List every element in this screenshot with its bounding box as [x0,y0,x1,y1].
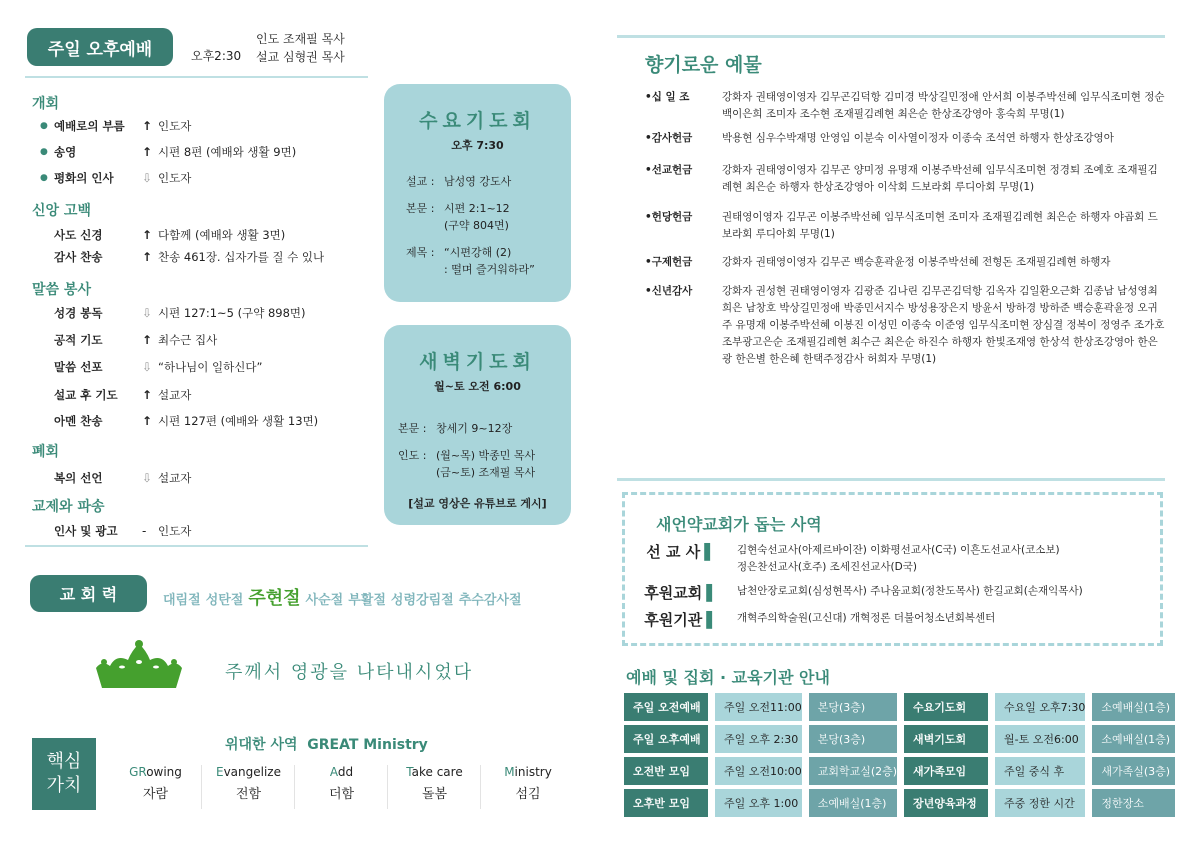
schedule-time: 주일 중식 후 [995,757,1085,785]
mission-line: 정은찬선교사(호주) 조세진선교사(D국) [737,561,917,573]
offering-row [645,254,1165,271]
mission-category [637,609,725,630]
order-item-label: 예배로의 부름 [54,119,125,133]
afternoon-staff [256,30,345,66]
sit-down-arrow-icon: ⇩ [142,306,153,320]
offering-names: 강화자 권성현 권태영이영자 김광준 김나린 김무곤김덕항 김옥자 김일환오근화 김종남 남성영최희은 남창호 박상길민정애 박종민서지수 방성용장은지 방윤서 방하경 방하준 백승훈곽윤정 오귀주 유명재 이봉주박선혜 이봉진 이성민 이종숙 이준영 임무식조미현 장심결 정복이 정영주 조가호 조부광고은순 조재필김례현 최수근 최은순 하진수 하행자 한빛조재영 한상석 한상조강영아 한은광 한은별 한은혜 한택주정감사 허희자 무명(1) [722,285,1165,365]
mission-row [637,609,1160,630]
info-value-line: : 떨며 즐거워하라” [444,263,535,276]
offering-row [645,130,1165,147]
mission-category-label: 선 교 사 [646,543,701,561]
info-value-line: “시편강해 (2) [444,246,512,259]
info-value [444,244,535,278]
order-item-label: 성경 봉독 [54,306,103,320]
wednesday-prayer-box [384,84,571,302]
info-row [406,173,571,190]
season-6: 추수감사절 [458,593,522,608]
order-item [40,470,370,486]
schedule-name: 수요기도회 [904,693,988,721]
divider [25,76,368,78]
order-item-value: 찬송 461장. 십자가를 질 수 있나 [158,250,325,264]
afternoon-service-title: 주일 오후예배 [27,28,173,66]
schedule-name: 주일 오후예배 [624,725,708,753]
core-word-rest: inistry [514,765,552,779]
core-initial: M [504,765,515,779]
season-0: 대림절 [163,593,201,608]
info-value [444,200,510,234]
offering-names: 강화자 권태영이영자 김무곤 백승훈곽윤정 이봉주박선혜 전형돈 조재필김례현 하행자 [722,256,1111,268]
sit-down-arrow-icon: ⇩ [142,471,153,485]
info-value-line: 창세기 9~12장 [436,422,513,435]
season-list [163,584,527,610]
schedule-place: 소예배실(1층) [809,789,897,817]
schedule-time: 주일 오후 1:00 [715,789,802,817]
schedule-name: 새벽기도회 [904,725,988,753]
core-value [482,765,574,809]
core-value [389,765,481,809]
missions-box [622,492,1163,646]
order-item [40,170,370,186]
core-word-rest: dd [337,765,354,779]
schedule-name: 오전반 모임 [624,757,708,785]
order-item-value: 다함께 (예배와 생활 3면) [158,228,286,242]
info-value [436,447,535,481]
offering-type: •선교헌금 [645,164,693,176]
order-item-label: 설교 후 기도 [54,388,118,402]
offering-row [645,283,1165,368]
offering-row [645,89,1165,123]
stand-up-arrow-icon: ↑ [142,250,153,264]
season-1: 성탄절 [205,593,244,608]
schedule-place: 본당(3층) [809,725,897,753]
schedule-table [617,689,1182,821]
order-item-label: 사도 신경 [54,228,103,242]
schedule-place: 소예배실(1층) [1092,725,1175,753]
order-item [40,359,370,375]
schedule-place: 소예배실(1층) [1092,693,1175,721]
stand-up-arrow-icon: ↑ [142,119,153,133]
order-section-title: 신앙 고백 [32,203,91,219]
mission-category-label: 후원교회 [644,584,703,602]
core-label-2: 가치 [46,775,82,796]
info-row [398,447,571,481]
core-value-en [389,765,480,779]
mission-list [737,541,1060,576]
mission-line: 개혁주의학술원(고신대) 개혁정론 더불어청소년회복센터 [737,612,996,624]
core-value-en [482,765,574,779]
schedule-row [624,725,1175,753]
info-key: 본문 : [406,202,435,215]
stand-up-arrow-icon: ↑ [142,414,153,428]
core-initial: GR [129,765,147,779]
core-word-rest: ake care [411,765,463,779]
info-value [436,420,512,437]
mission-row [637,582,1160,603]
order-item-value: 인도자 [158,171,192,185]
order-item-label: 말씀 선포 [54,360,103,374]
offering-type: •구제헌금 [645,256,693,268]
core-label-1: 핵심 [46,751,82,772]
dawn-prayer-box [384,325,571,525]
schedule-time: 주일 오후 2:30 [715,725,802,753]
mission-line: 김현숙선교사(아제르바이잔) 이화평선교사(C국) 이흔도선교사(코소보) [737,544,1060,556]
season-4: 부활절 [348,593,386,608]
mission-category [637,582,725,603]
core-initial: A [329,765,338,779]
core-value-ko: 자람 [142,787,169,802]
schedule-name: 주일 오전예배 [624,693,708,721]
mission-category [637,541,725,562]
core-value-en [203,765,294,779]
schedule-time: 월-토 오전6:00 [995,725,1085,753]
core-value [110,765,202,809]
order-item [40,227,370,243]
order-item [40,332,370,348]
bullet-icon: ● [40,121,48,131]
core-value-en [110,765,201,779]
order-section-title: 개회 [32,96,60,112]
order-item [40,413,370,429]
info-value [444,173,511,190]
order-item-label: 복의 선언 [54,471,103,485]
core-initial: E [215,765,224,779]
schedule-name: 장년양육과정 [904,789,988,817]
info-value-line: (구약 804면) [444,219,509,232]
stand-up-arrow-icon: ↑ [142,145,153,159]
core-value-ko: 전함 [235,787,262,802]
bar-icon: ▌ [706,584,718,602]
mission-category-label: 후원기관 [644,611,703,629]
schedule-row [624,757,1175,785]
info-value-line: (월~목) 박종민 목사 [436,449,536,462]
order-section-title: 교제와 파송 [32,499,105,515]
order-item [40,118,370,134]
leader: 인도 조재필 목사 [256,32,345,46]
offering-names: 강화자 권태영이영자 김무곤 양미정 유명재 이봉주박선혜 임무식조미현 정경퇴 조예호 조재필김례현 최은순 하행자 한상조강영아 이삭회 드보라회 루디아회 무명(1) [722,164,1158,193]
afternoon-time: 오후2:30 [191,49,242,63]
church-calendar-label: 교 회 력 [30,575,147,612]
core-word-rest: owing [146,765,182,779]
order-item-value: 인도자 [158,524,192,538]
order-item [40,249,370,265]
schedule-row [624,789,1175,817]
offering-type: •헌당헌금 [645,211,693,223]
order-item [40,387,370,403]
divider [617,35,1165,38]
order-item [40,305,370,321]
missions-title: 새언약교회가 돕는 사역 [656,515,822,534]
divider [617,478,1165,481]
offering-names: 권태영이영자 김무곤 이봉주박선혜 임무식조미현 조미자 조재필김례현 최은순 하행자 야곱회 드보라회 루디아회 무명(1) [722,211,1158,240]
schedule-row [624,693,1175,721]
schedule-title: 예배 및 집회 · 교육기관 안내 [626,668,830,687]
info-key: 본문 : [398,422,427,435]
offering-row [645,162,1165,196]
offering-type: •신년감사 [645,285,693,297]
schedule-place: 새가족실(3층) [1092,757,1175,785]
order-item-label: 인사 및 광고 [54,524,118,538]
core-value-ko: 돌봄 [421,787,448,802]
mission-line: 남천안장로교회(심성현목사) 주나움교회(정찬도목사) 한길교회(손재익목사) [737,585,1083,597]
order-item-label: 아멘 찬송 [54,414,103,428]
core-word-rest: vangelize [223,765,281,779]
stand-up-arrow-icon: ↑ [142,333,153,347]
offering-names: 강화자 권태영이영자 김무곤김덕항 김미경 박상길민정애 안서희 이봉주박선혜 임무식조미현 정순백이은희 조미자 조수현 조재필김례현 최은순 한상조강영아 홍숙희 무명(1) [722,91,1165,120]
info-value-line: (금~토) 조재필 목사 [436,466,536,479]
order-item-value: 시편 127편 (예배와 생활 13면) [158,414,319,428]
calendar-theme: 주께서 영광을 나타내시었다 [225,662,474,683]
sit-down-arrow-icon: ⇩ [142,171,153,185]
season-2: 주현절 [248,588,301,609]
dash-icon: - [142,524,147,538]
core-values-title: 위대한 사역 GREAT Ministry [225,737,428,753]
bar-icon: ▌ [704,543,716,561]
bullet-icon: ● [40,173,48,183]
offering-names: 박용현 심우수박재명 안영임 이분숙 이사열이정자 이종숙 조석연 하행자 한상조강영아 [722,132,1114,144]
mission-list [737,609,995,627]
offering-row [645,209,1165,243]
dawn-note: [설교 영상은 유튜브로 게시] [408,497,547,510]
order-item-value: 인도자 [158,119,192,133]
stand-up-arrow-icon: ↑ [142,388,153,402]
order-item-value: “하나님이 일하신다” [158,360,263,374]
order-item-value: 시편 127:1~5 (구약 898면) [158,306,306,320]
offering-type: •감사헌금 [645,132,693,144]
info-row [406,244,571,278]
core-initial: T [406,765,412,779]
info-key: 인도 : [398,449,427,462]
core-value [203,765,295,809]
wednesday-title: 수요기도회 [419,110,536,132]
offering-type: •십 일 조 [645,91,690,103]
info-key: 제목 : [406,246,435,259]
order-item-value: 최수근 집사 [158,333,218,347]
order-item-label: 송영 [54,145,77,159]
sit-down-arrow-icon: ⇩ [142,360,153,374]
dawn-time: 월~토 오전 6:00 [434,380,521,393]
order-item-value: 설교자 [158,388,192,402]
order-item-label: 감사 찬송 [54,250,103,264]
order-section-title: 말씀 봉사 [32,282,91,298]
core-values-label [32,738,96,810]
info-row [406,200,571,234]
season-5: 성령강림절 [390,593,454,608]
schedule-place: 정한장소 [1092,789,1175,817]
mission-list [737,582,1083,600]
dawn-title: 새벽기도회 [419,351,536,373]
order-item-label: 평화의 인사 [54,171,114,185]
order-item [40,144,370,160]
schedule-time: 주중 정한 시간 [995,789,1085,817]
order-item-value: 시편 8편 (예배와 생활 9면) [158,145,297,159]
info-value-line: 남성영 강도사 [444,175,512,188]
core-value-en [296,765,387,779]
order-item [40,523,370,539]
info-key: 설교 : [406,175,435,188]
stand-up-arrow-icon: ↑ [142,228,153,242]
crown-icon [92,640,186,690]
core-value-ko: 섬김 [515,787,541,802]
schedule-time: 수요일 오후7:30 [995,693,1085,721]
order-item-value: 설교자 [158,471,192,485]
schedule-time: 주일 오전10:00 [715,757,802,785]
schedule-place: 본당(3층) [809,693,897,721]
core-value [296,765,388,809]
core-value-ko: 더함 [328,787,355,802]
bullet-icon: ● [40,147,48,157]
schedule-time: 주일 오전11:00 [715,693,802,721]
divider [25,545,368,547]
schedule-place: 교회학교실(2층) [809,757,897,785]
info-row [398,420,571,437]
info-value-line: 시편 2:1~12 [444,202,510,215]
offerings-title: 향기로운 예물 [645,54,762,76]
order-item-label: 공적 기도 [54,333,103,347]
bar-icon: ▌ [706,611,718,629]
mission-row [637,541,1160,576]
season-3: 사순절 [305,593,344,608]
wednesday-time: 오후 7:30 [451,139,504,152]
preacher: 설교 심형권 목사 [256,50,345,64]
order-section-title: 폐회 [32,444,60,460]
schedule-name: 새가족모임 [904,757,988,785]
schedule-name: 오후반 모임 [624,789,708,817]
